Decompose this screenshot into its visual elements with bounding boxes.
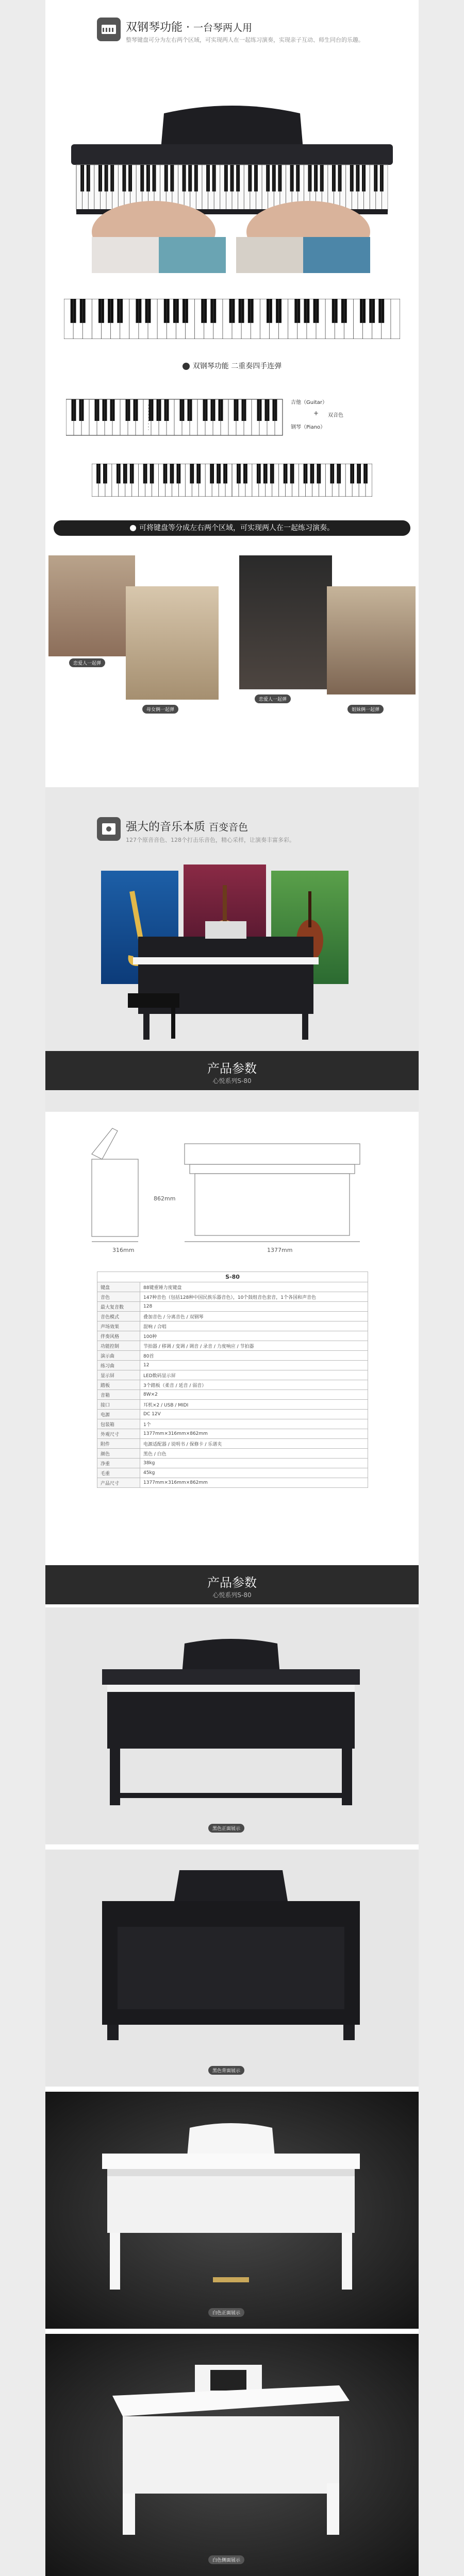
spec-key: 接口 xyxy=(97,1400,140,1410)
black-front-panel xyxy=(45,1607,419,1844)
spec-row xyxy=(97,1292,368,1302)
upright-piano-black xyxy=(128,916,324,1045)
dim-depth: 316mm xyxy=(112,1247,135,1253)
product-caption-3: 白色正面展示 xyxy=(208,2308,244,2317)
duet-title: 双钢琴功能 · 一台琴两人用 xyxy=(126,21,253,34)
spec-key: 音色模式 xyxy=(97,1312,140,1321)
piano-icon xyxy=(97,18,121,41)
product-caption-4: 白色侧面展示 xyxy=(208,2555,244,2564)
dim-height: 862mm xyxy=(154,1195,176,1202)
spec-value: 耳机×2 / USB / MIDI xyxy=(140,1400,368,1410)
photo-performers xyxy=(239,555,332,689)
spec-key: 净重 xyxy=(97,1459,140,1468)
spec-row xyxy=(97,1449,368,1459)
duet-photo-grid xyxy=(48,555,416,756)
params-subtitle: 心悦系列S-80 xyxy=(212,1077,252,1084)
spec-row xyxy=(97,1478,368,1488)
spec-key: 外观尺寸 xyxy=(97,1429,140,1439)
black-back-panel xyxy=(45,1850,419,2087)
spec-row xyxy=(97,1380,368,1390)
black-piano-front xyxy=(102,1638,360,1808)
spec-value: 黑色 / 白色 xyxy=(140,1449,368,1459)
spec-row xyxy=(97,1312,368,1321)
spec-row xyxy=(97,1361,368,1370)
spec-key: 练习曲 xyxy=(97,1361,140,1370)
photos-subtitle: 心悦系列S-80 xyxy=(212,1591,252,1599)
photo-caption-1: 恋爱人一起弹 xyxy=(69,658,105,667)
spec-table xyxy=(97,1282,368,1488)
dim-width: 1377mm xyxy=(267,1247,293,1253)
split-label-mix: 双音色 xyxy=(328,413,343,418)
duet-label: 双钢琴功能 二重奏四手连弹 xyxy=(159,361,305,371)
photo-sisters xyxy=(327,586,416,694)
spec-value: 38kg xyxy=(140,1459,368,1468)
dimension-drawing xyxy=(81,1113,391,1267)
spec-value: 8W×2 xyxy=(140,1390,368,1400)
spec-row xyxy=(97,1282,368,1292)
spec-row xyxy=(97,1331,368,1341)
spec-row xyxy=(97,1429,368,1439)
white-piano-side xyxy=(102,2365,360,2540)
photos-title: 产品参数 xyxy=(207,1575,257,1590)
spec-value: 80首 xyxy=(140,1351,368,1361)
spec-value: DC 12V xyxy=(140,1410,368,1419)
thin-keyboard xyxy=(92,464,372,497)
content-column xyxy=(45,0,419,2576)
spec-key: 音色 xyxy=(97,1292,140,1302)
white-side-panel xyxy=(45,2334,419,2576)
split-label-plus: + xyxy=(313,410,319,417)
photo-caption-2: 母女俩一起弹 xyxy=(142,705,178,714)
spec-key: 键盘 xyxy=(97,1282,140,1292)
spec-key: 附件 xyxy=(97,1439,140,1449)
black-piano-back xyxy=(102,1870,360,2050)
split-keyboard-diagram xyxy=(66,389,398,471)
photo-caption-3: 恋爱人一起弹 xyxy=(255,694,291,703)
params-title: 产品参数 xyxy=(207,1061,257,1076)
white-front-panel xyxy=(45,2092,419,2329)
photo-couple xyxy=(48,555,135,656)
spec-row xyxy=(97,1410,368,1419)
spec-value: LED数码显示屏 xyxy=(140,1370,368,1380)
spec-value: 88键重锤力度键盘 xyxy=(140,1282,368,1292)
spec-row xyxy=(97,1341,368,1351)
spec-table-model: S-80 xyxy=(97,1272,368,1282)
spec-row xyxy=(97,1302,368,1312)
spec-value: 128 xyxy=(140,1302,368,1312)
spec-value: 147种音色（包括128种中国民族乐器音色），10个鼓组音色套音，1个各国和声音色 xyxy=(140,1292,368,1302)
spec-value: 混响 / 合唱 xyxy=(140,1321,368,1331)
spec-key: 最大复音数 xyxy=(97,1302,140,1312)
spec-key: 产品尺寸 xyxy=(97,1478,140,1488)
spec-value: 电源适配器 / 说明书 / 保修卡 / 乐谱夹 xyxy=(140,1439,368,1449)
duet-description: 整琴键盘可分为左右两个区域，可实现两人在一起练习演奏，实现亲子互动、师生同台的乐趣。 xyxy=(126,37,364,43)
spec-row xyxy=(97,1400,368,1410)
spec-key: 包装箱 xyxy=(97,1419,140,1429)
spec-value: 节拍器 / 移调 / 变调 / 调音 / 录音 / 力度响应 / 节拍器 xyxy=(140,1341,368,1351)
duet-banner: 可将键盘等分成左右两个区域，可实现两人在一起练习演奏。 xyxy=(54,520,410,536)
spec-row xyxy=(97,1459,368,1468)
spec-key: 音箱 xyxy=(97,1390,140,1400)
spec-value: 1个 xyxy=(140,1419,368,1429)
spec-row xyxy=(97,1321,368,1331)
spec-value: 45kg xyxy=(140,1468,368,1478)
tone-title: 强大的音乐本质 百变音色 xyxy=(126,821,248,834)
spec-key: 伴奏风格 xyxy=(97,1331,140,1341)
spec-value: 100种 xyxy=(140,1331,368,1341)
split-label-piano: 钢琴（Piano） xyxy=(291,425,326,430)
spec-key: 踏板 xyxy=(97,1380,140,1390)
spec-value: 12 xyxy=(140,1361,368,1370)
product-caption-1: 黑色正面展示 xyxy=(208,1824,244,1833)
spec-value: 1377mm×316mm×862mm xyxy=(140,1478,368,1488)
spec-key: 显示屏 xyxy=(97,1370,140,1380)
photo-mother-daughter xyxy=(126,586,219,700)
spec-row xyxy=(97,1439,368,1449)
spec-value: 3个踏板（柔音 / 延音 / 弱音） xyxy=(140,1380,368,1390)
spec-value: 1377mm×316mm×862mm xyxy=(140,1429,368,1439)
spec-key: 颜色 xyxy=(97,1449,140,1459)
params-header xyxy=(45,1051,419,1090)
music-icon xyxy=(97,817,121,841)
spec-row xyxy=(97,1419,368,1429)
photos-header xyxy=(45,1565,419,1604)
tone-description: 127个原音音色、128个打击乐音色，精心采样，让演奏丰富多彩。 xyxy=(126,837,295,843)
spec-row xyxy=(97,1351,368,1361)
spec-key: 声场效果 xyxy=(97,1321,140,1331)
spec-key: 电源 xyxy=(97,1410,140,1419)
spec-row xyxy=(97,1468,368,1478)
split-label-guitar: 吉他（Guitar） xyxy=(291,400,328,405)
duet-piano-illustration xyxy=(61,103,403,273)
spec-key: 演示曲 xyxy=(97,1351,140,1361)
spec-key: 功能控制 xyxy=(97,1341,140,1351)
spec-key: 毛重 xyxy=(97,1468,140,1478)
spec-row xyxy=(97,1370,368,1380)
photo-caption-4: 姐妹俩一起弹 xyxy=(347,705,384,714)
spec-row xyxy=(97,1390,368,1400)
keyboard-strip xyxy=(64,299,400,339)
product-caption-2: 黑色背面展示 xyxy=(208,2066,244,2075)
spec-value: 叠加音色 / 分离音色 / 双钢琴 xyxy=(140,1312,368,1321)
white-piano-front xyxy=(102,2123,360,2293)
